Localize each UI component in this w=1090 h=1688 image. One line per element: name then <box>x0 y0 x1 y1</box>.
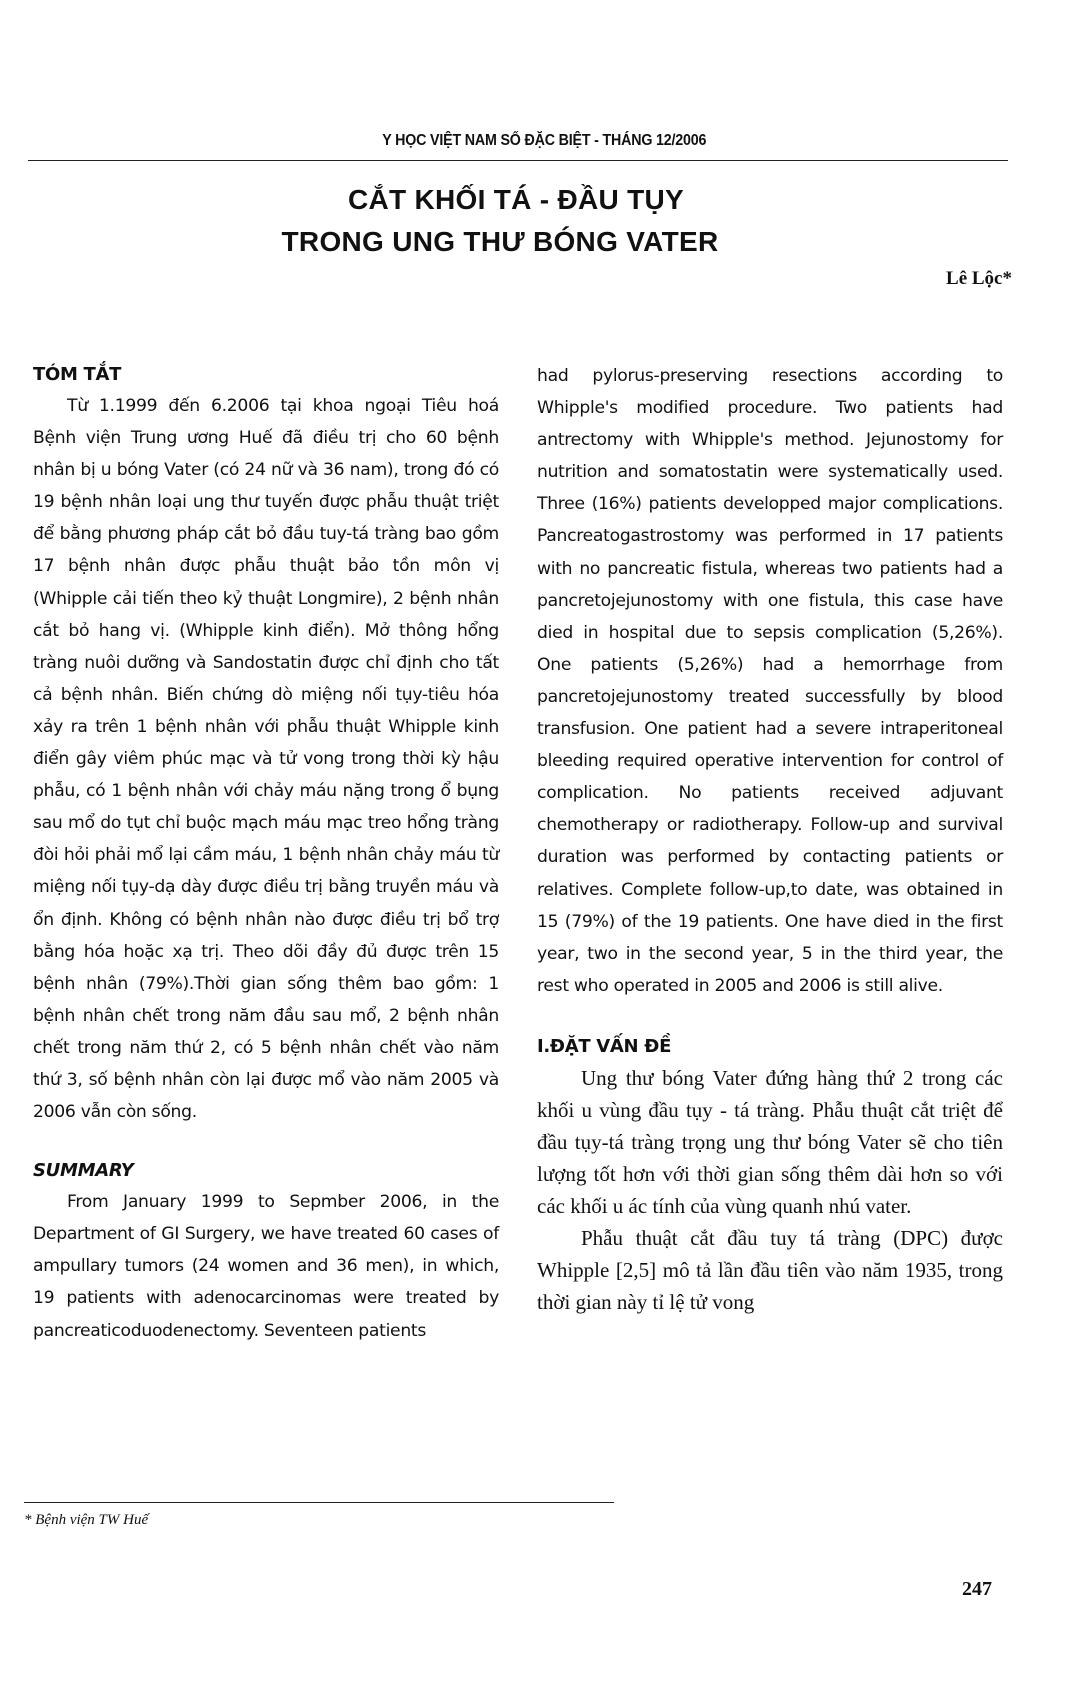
left-column <box>33 360 499 1347</box>
footnote-rule <box>24 1502 614 1503</box>
introduction-body <box>537 1062 1003 1318</box>
summary-text-part-1: From January 1999 to Sepmber 2006, in the Department of GI Surgery, we have treated 60 cases of ampullary tumors (24 women and 36 men), in which, 19 patients with adenocarcinomas were treated by pancreaticoduodenectomy. Seventeen patients <box>33 1192 499 1341</box>
footnote-affiliation: * Bệnh viện TW Huế <box>24 1512 149 1528</box>
abstract-vietnamese-text: Từ 1.1999 đến 6.2006 tại khoa ngoại Tiêu hoá Bệnh viện Trung ương Huế đã điều trị cho 60 bệnh nhân bị u bóng Vater (có 24 nữ và 36 nam), trong đó có 19 bệnh nhân loại ung thư tuyến được phẫu thuật triệt để bằng phương pháp cắt bỏ đầu tuy-tá tràng bao gồm 17 bệnh nhân được phẫu thuật bảo tồn môn vị (Whipple cải tiến theo kỷ thuật Longmire), 2 bệnh nhân cắt bỏ hang vị. (Whipple kinh điển). Mở thông hổng tràng nuôi dưỡng và Sandostatin được chỉ định cho tất cả bệnh nhân. Biến chứng dò miệng nối tụy-tiêu hóa xảy ra trên 1 bệnh nhân với phẫu thuật Whipple kinh điển gây viêm phúc mạc và tử vong trong thời kỳ hậu phẫu, có 1 bệnh nhân với chảy máu nặng trong ổ bụng sau mổ do tụt chỉ buộc mạch máu mạc treo hổng tràng đòi hỏi phải mổ lại cầm máu, 1 bệnh nhân chảy máu từ miệng nối tụy-dạ dày được điều trị bằng truyền máu và ổn định. Không có bệnh nhân nào được điều trị bổ trợ bằng hóa hoặc xạ trị. Theo dõi đầy đủ được trên 15 bệnh nhân (79%).Thời gian sống thêm bao gồm: 1 bệnh nhân chết trong năm đầu sau mổ, 2 bệnh nhân chết trong năm thứ 2, có 5 bệnh nhân chết vào năm thứ 3, số bệnh nhân còn lại được mổ vào năm 2005 và 2006 vẫn còn sống. <box>33 396 499 1123</box>
author-name: Lê Lộc* <box>946 268 1012 289</box>
introduction-heading: I.ĐẶT VẤN ĐỀ <box>537 1035 672 1057</box>
running-head: Y HỌC VIỆT NAM SỐ ĐẶC BIỆT - THÁNG 12/2006 <box>382 132 707 149</box>
right-column <box>537 360 1003 1318</box>
abstract-heading: TÓM TẮT <box>33 364 122 385</box>
introduction-paragraph: Ung thư bóng Vater đứng hàng thứ 2 trong các khối u vùng đầu tụy - tá tràng. Phẫu thuật cắt triệt để đầu tụy-tá tràng trọng ung thư bóng Vater sẽ cho tiên lượng tốt hơn với thời gian sống thêm dài hơn so với các khối u ác tính của vùng quanh nhú vater. <box>537 1065 1003 1218</box>
page-number: 247 <box>962 1578 992 1600</box>
article-title-line-2: TRONG UNG THƯ BÓNG VATER <box>281 226 719 257</box>
header-rule <box>28 160 1008 161</box>
summary-text-part-2: had pylorus-preserving resections according to Whipple's modified procedure. Two patients had antrectomy with Whipple's method. Jejunostomy for nutrition and somatostatin were systematically used. Three (16%) patients developped major complications. Pancreatogastrostomy was performed in 17 patients with no pancreatic fistula, whereas two patients had a pancretojejunostomy with one fistula, this case have died in hospital due to sepsis complication (5,26%). One patients (5,26%) had a hemorrhage from pancretojejunostomy treated successfully by blood transfusion. One patient had a severe intraperitoneal bleeding required operative intervention for control of complication. No patients received adjuvant chemotherapy or radiotherapy. Follow-up and survival duration was performed by contacting patients or relatives. Complete follow-up,to date, was obtained in 15 (79%) of the 19 patients. One have died in the first year, two in the second year, 5 in the third year, the rest who operated in 2005 and 2006 is still alive. <box>537 366 1003 996</box>
introduction-paragraph: Phẫu thuật cắt đầu tuy tá tràng (DPC) được Whipple [2,5] mô tả lần đầu tiên vào năm 1935, trong thời gian này tỉ lệ tử vong <box>537 1225 1003 1314</box>
summary-heading: SUMMARY <box>33 1160 134 1182</box>
article-title-line-1: CẮT KHỐI TÁ - ĐẦU TỤY <box>347 184 685 215</box>
